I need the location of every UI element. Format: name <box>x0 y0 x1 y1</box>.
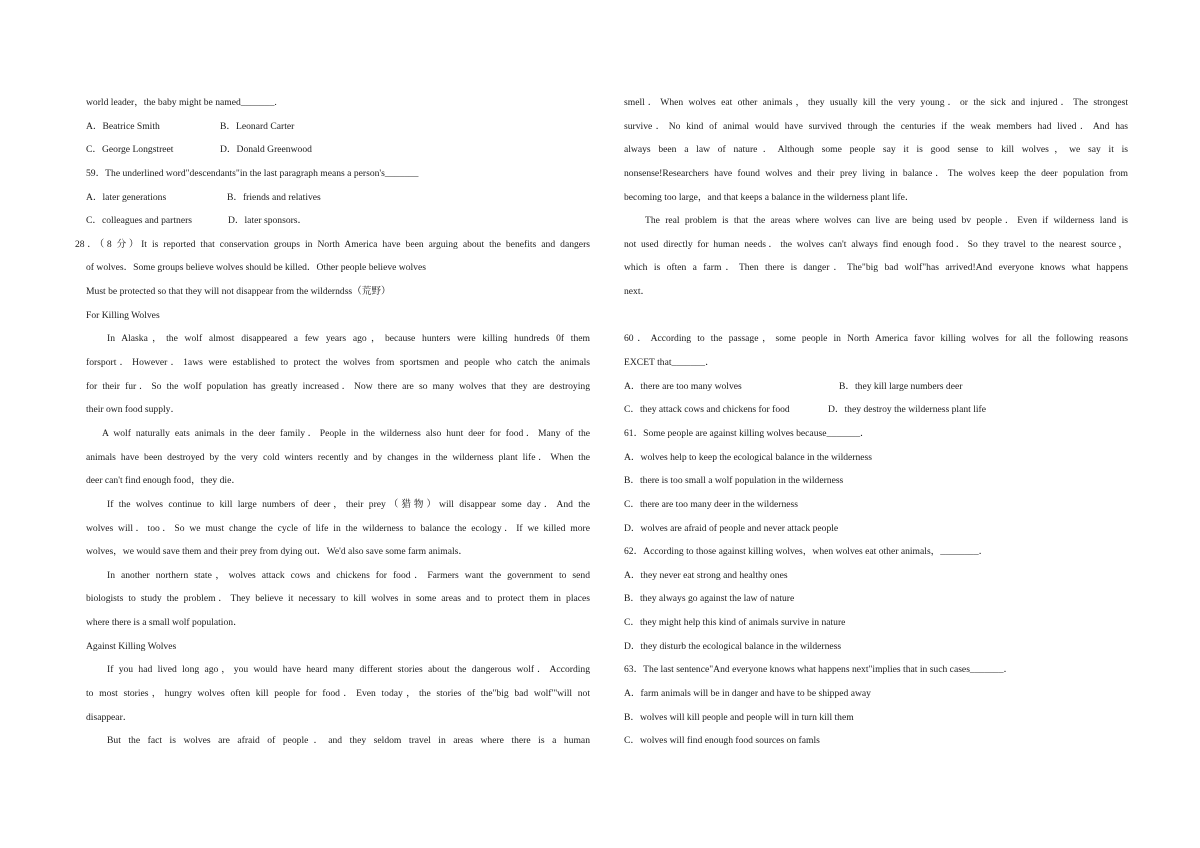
option-c: C．they attack cows and chickens for food <box>624 404 790 416</box>
option-row <box>86 209 590 233</box>
option-b: B．they kill large numbers deer <box>839 380 963 392</box>
option-a: A．there are too many wolves <box>624 380 742 392</box>
question-58-stem-end: world leader，the baby might be named_______. <box>86 97 277 108</box>
passage-line: for their fur．So the woIf population has greatly increased．Now there are so many wolves that they are destroying <box>86 380 590 392</box>
passage-line: deer can't find enough food，they die． <box>86 475 241 487</box>
option-b: B．wolves will kill people and people will in turn kill them <box>624 711 854 723</box>
passage-line: not used directly for human needs．the wolves can't always find enough food．So they travel to the nearest source， <box>624 238 1128 250</box>
option-a: A．wolves help to keep the ecological balance in the wilderness <box>624 451 873 463</box>
option-a: A．Beatrice Smith <box>86 120 160 132</box>
right-column <box>624 91 1128 753</box>
subheading-for-killing-wolves: For Killing Wolves <box>86 309 160 321</box>
spacer <box>624 304 1128 328</box>
passage-line: forsport．However．1aws were established to protect the wolves from sportsmen and people who catch the animals <box>86 357 590 369</box>
option-d: D．they disturb the ecological balance in the wilderness <box>624 640 842 652</box>
passage-line: smell．When wolves eat other animals，they usually kill the very young．or the sick and injured．The strongest <box>624 97 1128 108</box>
option-b: B．there is too small a wolf population in the wilderness <box>624 475 844 487</box>
passage-line: which is often a farm．Then there is danger．The"big bad wolf"has arrived!And everyone knows what happens <box>624 262 1128 274</box>
passage-line: their own food supply． <box>86 404 181 416</box>
passage-line: where there is a small wolf population． <box>86 617 243 629</box>
passage-line: animals have been destroyed by the very cold winters recently and by changes in the wilderness plant life．When the <box>86 451 590 463</box>
passage-line: next． <box>624 286 651 298</box>
question-63: 63．The last sentence"And everyone knows what happens next"implies that in such cases_______． <box>624 664 1014 676</box>
passage-line: If the wolves continue to kill large numbers of deer，their prey（猎物）will disappear some day．And the <box>107 498 590 510</box>
question-60: 60．According to the passage，some people in North America favor killing wolves for all the following reasons <box>624 333 1128 345</box>
passage-line: wolves will．too．So we must change the cycle of life in the wilderness to balance the ecology．If we killed more <box>86 522 590 534</box>
option-c: C．there are too many deer in the wilderness <box>624 498 798 510</box>
passage-line: survive．No kind of animal would have survived through the centuries if the weak members had lived．And has <box>624 120 1128 132</box>
option-row <box>86 115 590 139</box>
passage-line: biologists to study the problem．They believe it necessary to kill wolves in some areas and to protect them in places <box>86 593 590 605</box>
option-d: D．they destroy the wilderness plant life <box>828 404 986 416</box>
question-60-cont: EXCET that_______． <box>624 357 715 369</box>
passage-line: wolves，we would save them and their prey from dying out．We'd also save some farm animals． <box>86 546 468 558</box>
subheading-against-killing-wolves: Against Killing Wolves <box>86 640 177 652</box>
option-d: D．Donald Greenwood <box>220 144 312 156</box>
option-row <box>86 186 590 210</box>
option-row <box>624 398 1128 422</box>
passage-line: to most stories，hungry wolves often kill people for food．Even today，the stories of the"big bad wolf"'will not <box>86 688 590 700</box>
option-a: A．they never eat strong and healthy ones <box>624 569 788 581</box>
passage-line: In Alaska，the wolf almost disappeared a few years ago，because hunters were killing hundreds 0f them <box>107 333 590 345</box>
passage-line: nonsense!Researchers have found wolves and their prey living in balance．The wolves keep the deer population from <box>624 167 1128 179</box>
option-c: C．wolves will find enough food sources on famls <box>624 735 820 747</box>
passage-line: always been a law of nature．Although some people say it is good sense to kill wolves，we say it is <box>624 144 1128 156</box>
question-62: 62．According to those against killing wolves，when wolves eat other animals，________． <box>624 546 989 558</box>
passage-line: of wolves．Some groups believe wolves should be killed．Other people believe wolves <box>86 262 426 274</box>
passage-line: The real problem is that the areas where wolves can live are being used bv people．Even if wilderness land is <box>645 215 1128 227</box>
option-b: B．Leonard Carter <box>220 120 295 132</box>
option-row <box>624 375 1128 399</box>
option-a: A．farm animals will be in danger and have to be shipped away <box>624 688 871 700</box>
passage-line: But the fact is wolves are afraid of people．and they seldom travel in areas where there is a human <box>107 735 590 747</box>
left-column <box>75 91 590 753</box>
option-b: B．they always go against the law of nature <box>624 593 795 605</box>
passage-line: becoming too large，and that keeps a balance in the wilderness plant life． <box>624 191 915 203</box>
option-d: D．wolves are afraid of people and never attack people <box>624 522 839 534</box>
option-c: C．colleagues and partners <box>86 215 193 227</box>
option-a: A．later generations <box>86 191 167 203</box>
question-61: 61．Some people are against killing wolves because_______． <box>624 427 870 439</box>
option-c: C．George Longstreet <box>86 144 174 156</box>
passage-line: Must be protected so that they will not disappear from the wilderndss（荒野） <box>86 286 391 298</box>
question-59: 59．The underlined word"descendants"in the last paragraph means a person's_______ <box>86 167 419 179</box>
passage-line: disappear． <box>86 711 133 723</box>
passage-line: In another northern state，wolves attack cows and chickens for food．Farmers want the government to send <box>107 569 590 581</box>
option-c: C．they might help this kind of animals survive in nature <box>624 617 846 629</box>
option-b: B．friends and relatives <box>227 191 321 203</box>
passage-line: A wolf naturally eats animals in the deer family．People in the wilderness also hunt deer for food．Many of the <box>102 427 590 439</box>
option-d: D．later sponsors． <box>228 215 308 227</box>
passage-line: If you had lived long ago，you would have heard many different stories about the dangerous wolf．According <box>107 664 590 676</box>
option-row <box>86 138 590 162</box>
section-28-heading: 28．（8 分）It is reported that conservation groups in North America have been arguing about the benefits and dangers <box>75 238 590 250</box>
